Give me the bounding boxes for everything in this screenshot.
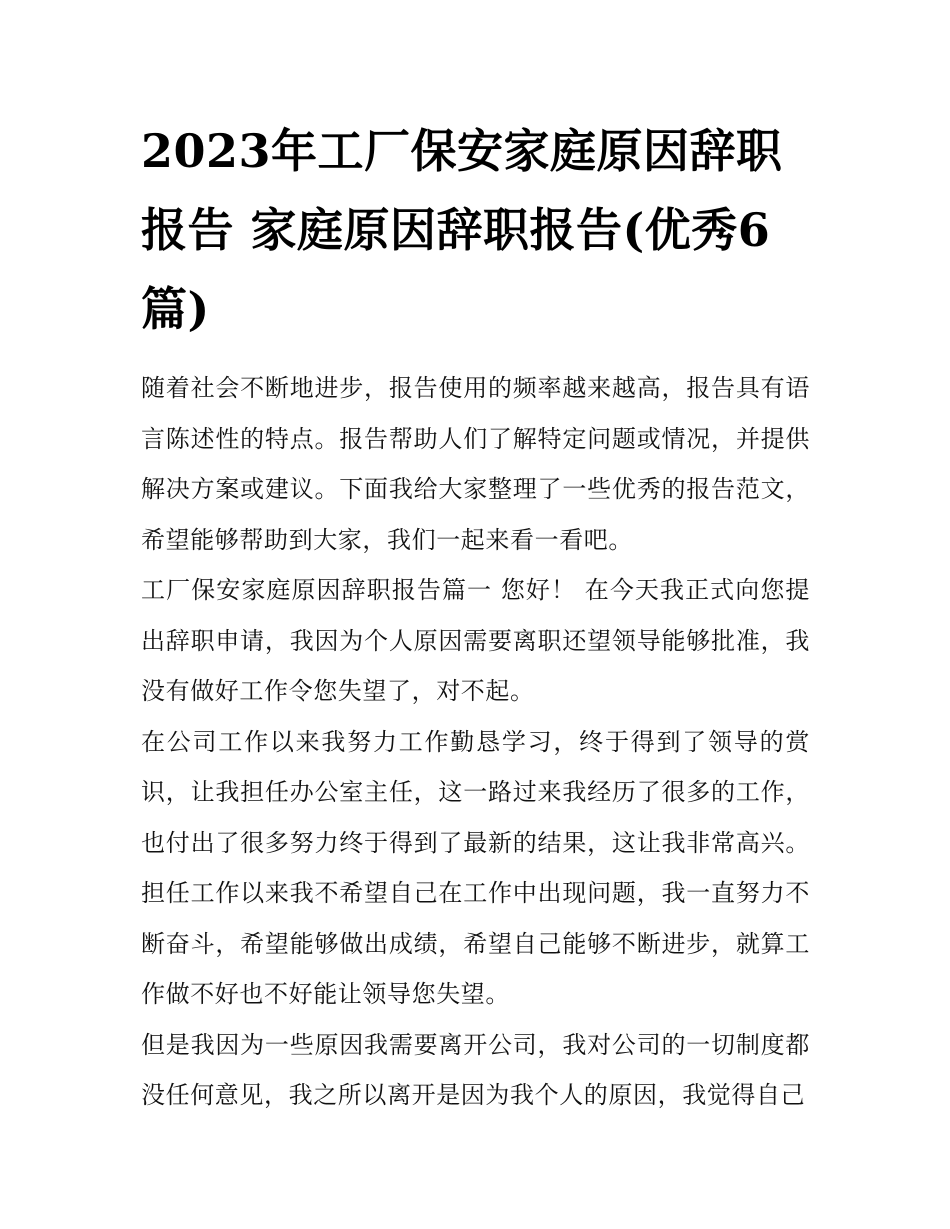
document-title: 2023年工厂保安家庭原因辞职报告 家庭原因辞职报告(优秀6篇) [141, 124, 783, 336]
paragraph-work-history: 在公司工作以来我努力工作勤恳学习，终于得到了领导的赏识，让我担任办公室主任，这一路过来我经历了很多的工作，也付出了很多努力终于得到了最新的结果，这让我非常高兴。担任工作以来我不希望自己在工作中出现问题，我一直努力不断奋斗，希望能够做出成绩，希望自己能够不断进步，就算工作做不好也不好能让领导您失望。 [141, 727, 810, 1008]
paragraph-leaving-reason: 但是我因为一些原因我需要离开公司，我对公司的一切制度都没任何意见，我之所以离开是因为我个人的原因，我觉得自己 [141, 1030, 810, 1109]
paragraph-intro: 随着社会不断地进步，报告使用的频率越来越高，报告具有语言陈述性的特点。报告帮助人们了解特定问题或情况，并提供解决方案或建议。下面我给大家整理了一些优秀的报告范文，希望能够帮助到大家，我们一起来看一看吧。 [141, 374, 810, 554]
paragraph-letter-opening: 工厂保安家庭原因辞职报告篇一 您好！ 在今天我正式向您提出辞职申请，我因为个人原因需要离职还望领导能够批准，我没有做好工作令您失望了，对不起。 [141, 576, 810, 705]
